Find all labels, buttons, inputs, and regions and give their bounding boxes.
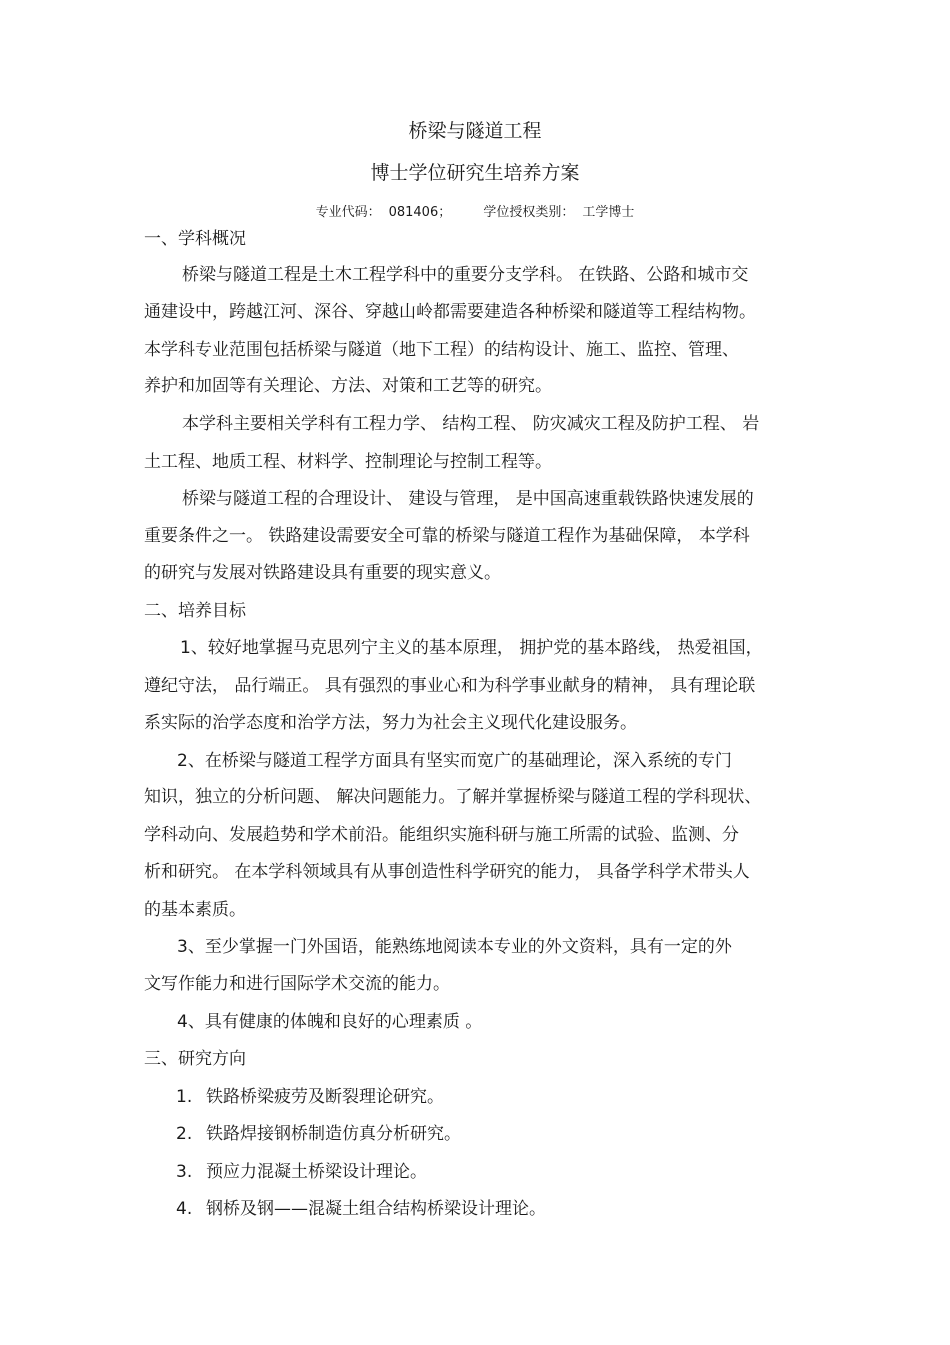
code-label: 专业代码： — [315, 205, 381, 220]
list-item-text: 铁路焊接钢桥制造仿真分析研究。 — [206, 1124, 461, 1144]
degree-label: 学位授权类别： — [483, 205, 575, 220]
document-subtitle: 博士学位研究生培养方案 — [370, 162, 580, 184]
paragraph-line: 1、较好地掌握马克思列宁主义的基本原理， 拥护党的基本路线， 热爱祖国， — [180, 638, 763, 658]
paragraph-line: 桥梁与隧道工程是土木工程学科中的重要分支学科。 在铁路、公路和城市交 — [182, 265, 749, 285]
list-item-text: 预应力混凝土桥梁设计理论。 — [206, 1162, 427, 1182]
paragraph-line: 本学科主要相关学科有工程力学、 结构工程、 防灾减灾工程及防护工程、 岩 — [182, 414, 760, 434]
list-item-text: 钢桥及钢——混凝土组合结构桥梁设计理论。 — [206, 1199, 546, 1219]
paragraph-line: 养护和加固等有关理论、方法、对策和工艺等的研究。 — [144, 376, 552, 396]
section-heading: 一、学科概况 — [144, 229, 246, 249]
list-item — [176, 1124, 461, 1144]
list-item — [176, 1199, 546, 1219]
code-value: 081406； — [388, 205, 452, 220]
paragraph-line: 系实际的治学态度和治学方法，努力为社会主义现代化建设服务。 — [144, 713, 637, 733]
list-item — [176, 1087, 444, 1107]
paragraph-line: 重要条件之一。 铁路建设需要安全可靠的桥梁与隧道工程作为基础保障， 本学科 — [144, 526, 750, 546]
list-item-number: 1. — [176, 1087, 193, 1107]
paragraph-line: 桥梁与隧道工程的合理设计、 建设与管理， 是中国高速重载铁路快速发展的 — [182, 489, 754, 509]
section-heading: 二、培养目标 — [144, 601, 246, 621]
paragraph-line: 析和研究。 在本学科领域具有从事创造性科学研究的能力， 具备学科学术带头人 — [144, 862, 750, 882]
paragraph-line: 4、具有健康的体魄和良好的心理素质 。 — [177, 1012, 483, 1032]
list-item — [176, 1162, 427, 1182]
paragraph-line: 本学科专业范围包括桥梁与隧道（地下工程）的结构设计、施工、监控、管理、 — [144, 340, 739, 360]
paragraph-line: 通建设中，跨越江河、深谷、穿越山岭都需要建造各种桥梁和隧道等工程结构物。 — [144, 302, 756, 322]
paragraph-line: 2、在桥梁与隧道工程学方面具有坚实而宽广的基础理论，深入系统的专门 — [177, 751, 732, 771]
paragraph-line: 3、至少掌握一门外国语，能熟练地阅读本专业的外文资料，具有一定的外 — [177, 937, 732, 957]
document-meta — [0, 204, 950, 222]
list-item-text: 铁路桥梁疲劳及断裂理论研究。 — [206, 1087, 444, 1107]
paragraph-line: 的基本素质。 — [144, 900, 246, 920]
list-item-number: 3. — [176, 1162, 193, 1182]
document-title: 桥梁与隧道工程 — [408, 120, 542, 142]
list-item-number: 4. — [176, 1199, 193, 1219]
paragraph-line: 学科动向、发展趋势和学术前沿。能组织实施科研与施工所需的试验、监测、分 — [144, 825, 739, 845]
paragraph-line: 文写作能力和进行国际学术交流的能力。 — [144, 974, 450, 994]
paragraph-line: 土工程、地质工程、材料学、控制理论与控制工程等。 — [144, 452, 552, 472]
section-heading: 三、研究方向 — [144, 1049, 246, 1069]
paragraph-line: 知识，独立的分析问题、 解决问题能力。了解并掌握桥梁与隧道工程的学科现状、 — [144, 787, 762, 807]
paragraph-line: 的研究与发展对铁路建设具有重要的现实意义。 — [144, 563, 501, 583]
list-item-number: 2. — [176, 1124, 193, 1144]
paragraph-line: 遵纪守法， 品行端正。 具有强烈的事业心和为科学事业献身的精神， 具有理论联 — [144, 676, 756, 696]
degree-value: 工学博士 — [582, 205, 635, 220]
